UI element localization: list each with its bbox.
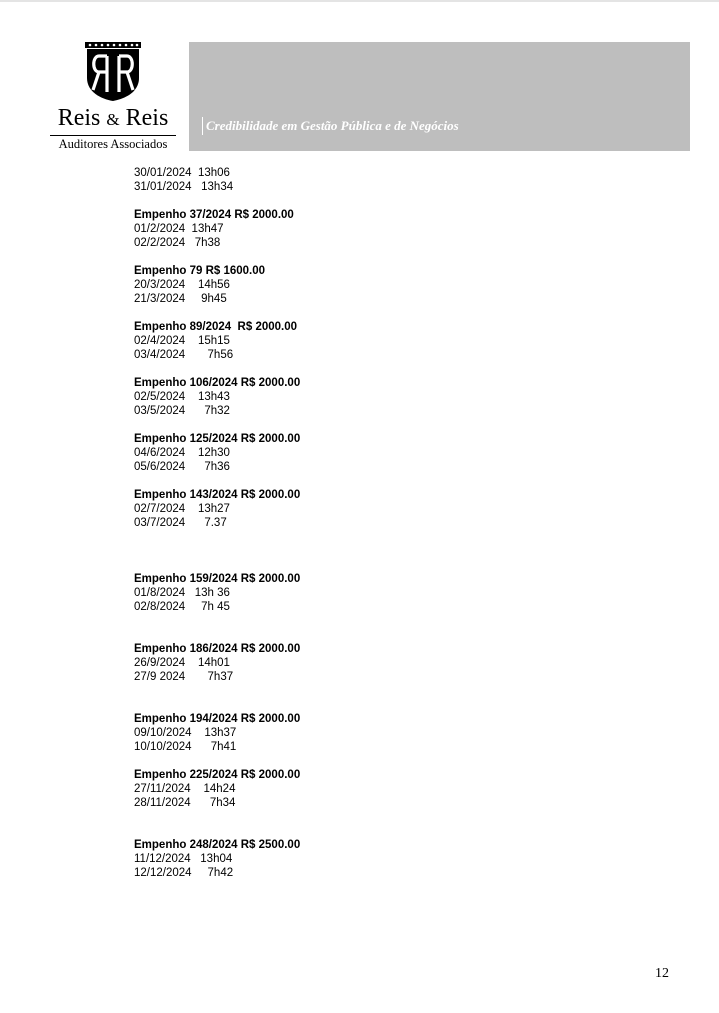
empenho-heading: Empenho 106/2024 R$ 2000.00 [134,377,301,389]
brand-main: Reis [57,105,101,131]
line-spacer [134,558,554,572]
brand-name [50,104,176,134]
empenho-heading: Empenho 143/2024 R$ 2000.00 [134,489,301,501]
empenho-heading: Empenho 225/2024 R$ 2000.00 [134,769,301,781]
timestamp-line: 27/9 2024 7h37 [134,671,234,683]
timestamp-line: 26/9/2024 14h01 [134,657,230,669]
empenho-heading: Empenho 186/2024 R$ 2000.00 [134,643,301,655]
timestamp-line: 02/2/2024 7h38 [134,237,221,249]
timestamp-line: 01/2/2024 13h47 [134,223,224,235]
line-spacer [134,628,554,642]
empenho-heading: Empenho 125/2024 R$ 2000.00 [134,433,301,445]
timestamp-line: 11/12/2024 13h04 [134,853,233,865]
line-spacer [134,362,554,376]
page-top-border [0,0,719,2]
timestamp-line: 02/5/2024 13h43 [134,391,230,403]
line-spacer [134,698,554,712]
line-spacer [134,530,554,544]
timestamp-line: 09/10/2024 13h37 [134,727,237,739]
timestamp-line: 20/3/2024 14h56 [134,279,230,291]
timestamp-line: 04/6/2024 12h30 [134,447,230,459]
line-spacer [134,754,554,768]
timestamp-line: 12/12/2024 7h42 [134,867,234,879]
timestamp-line: 01/8/2024 13h 36 [134,587,230,599]
line-spacer [134,418,554,432]
document-body [134,166,554,880]
header-banner [189,42,690,151]
line-spacer [134,544,554,558]
empenho-heading: Empenho 79 R$ 1600.00 [134,265,266,277]
timestamp-line: 02/4/2024 15h15 [134,335,230,347]
line-spacer [134,684,554,698]
timestamp-line: 02/7/2024 13h27 [134,503,230,515]
empenho-heading: Empenho 37/2024 R$ 2000.00 [134,209,294,221]
timestamp-line: 21/3/2024 9h45 [134,293,227,305]
empenho-heading: Empenho 248/2024 R$ 2500.00 [134,839,301,851]
timestamp-line: 27/11/2024 14h24 [134,783,236,795]
brand-divider [50,135,176,136]
timestamp-line: 31/01/2024 13h34 [134,181,234,193]
empenho-heading: Empenho 194/2024 R$ 2000.00 [134,713,301,725]
line-spacer [134,306,554,320]
timestamp-line: 03/5/2024 7h32 [134,405,230,417]
brand-ampersand: & [106,110,120,129]
timestamp-line: 02/8/2024 7h 45 [134,601,230,613]
timestamp-line: 10/10/2024 7h41 [134,741,237,753]
page-number: 12 [655,966,669,981]
timestamp-line: 05/6/2024 7h36 [134,461,230,473]
brand-subtitle: Auditores Associados [58,137,168,151]
line-spacer [134,250,554,264]
line-spacer [134,614,554,628]
line-spacer [134,810,554,824]
company-logo [50,42,176,152]
timestamp-line: 03/4/2024 7h56 [134,349,234,361]
timestamp-line: 03/7/2024 7.37 [134,517,227,529]
brand-second: Reis [125,105,169,131]
line-spacer [134,474,554,488]
timestamp-line: 30/01/2024 13h06 [134,167,230,179]
line-spacer [134,194,554,208]
empenho-heading: Empenho 89/2024 R$ 2000.00 [134,321,298,333]
empenho-heading: Empenho 159/2024 R$ 2000.00 [134,573,301,585]
line-spacer [134,824,554,838]
header-tagline: Credibilidade em Gestão Pública e de Negócios [202,117,459,135]
rr-monogram-icon [85,42,141,102]
timestamp-line: 28/11/2024 7h34 [134,797,236,809]
